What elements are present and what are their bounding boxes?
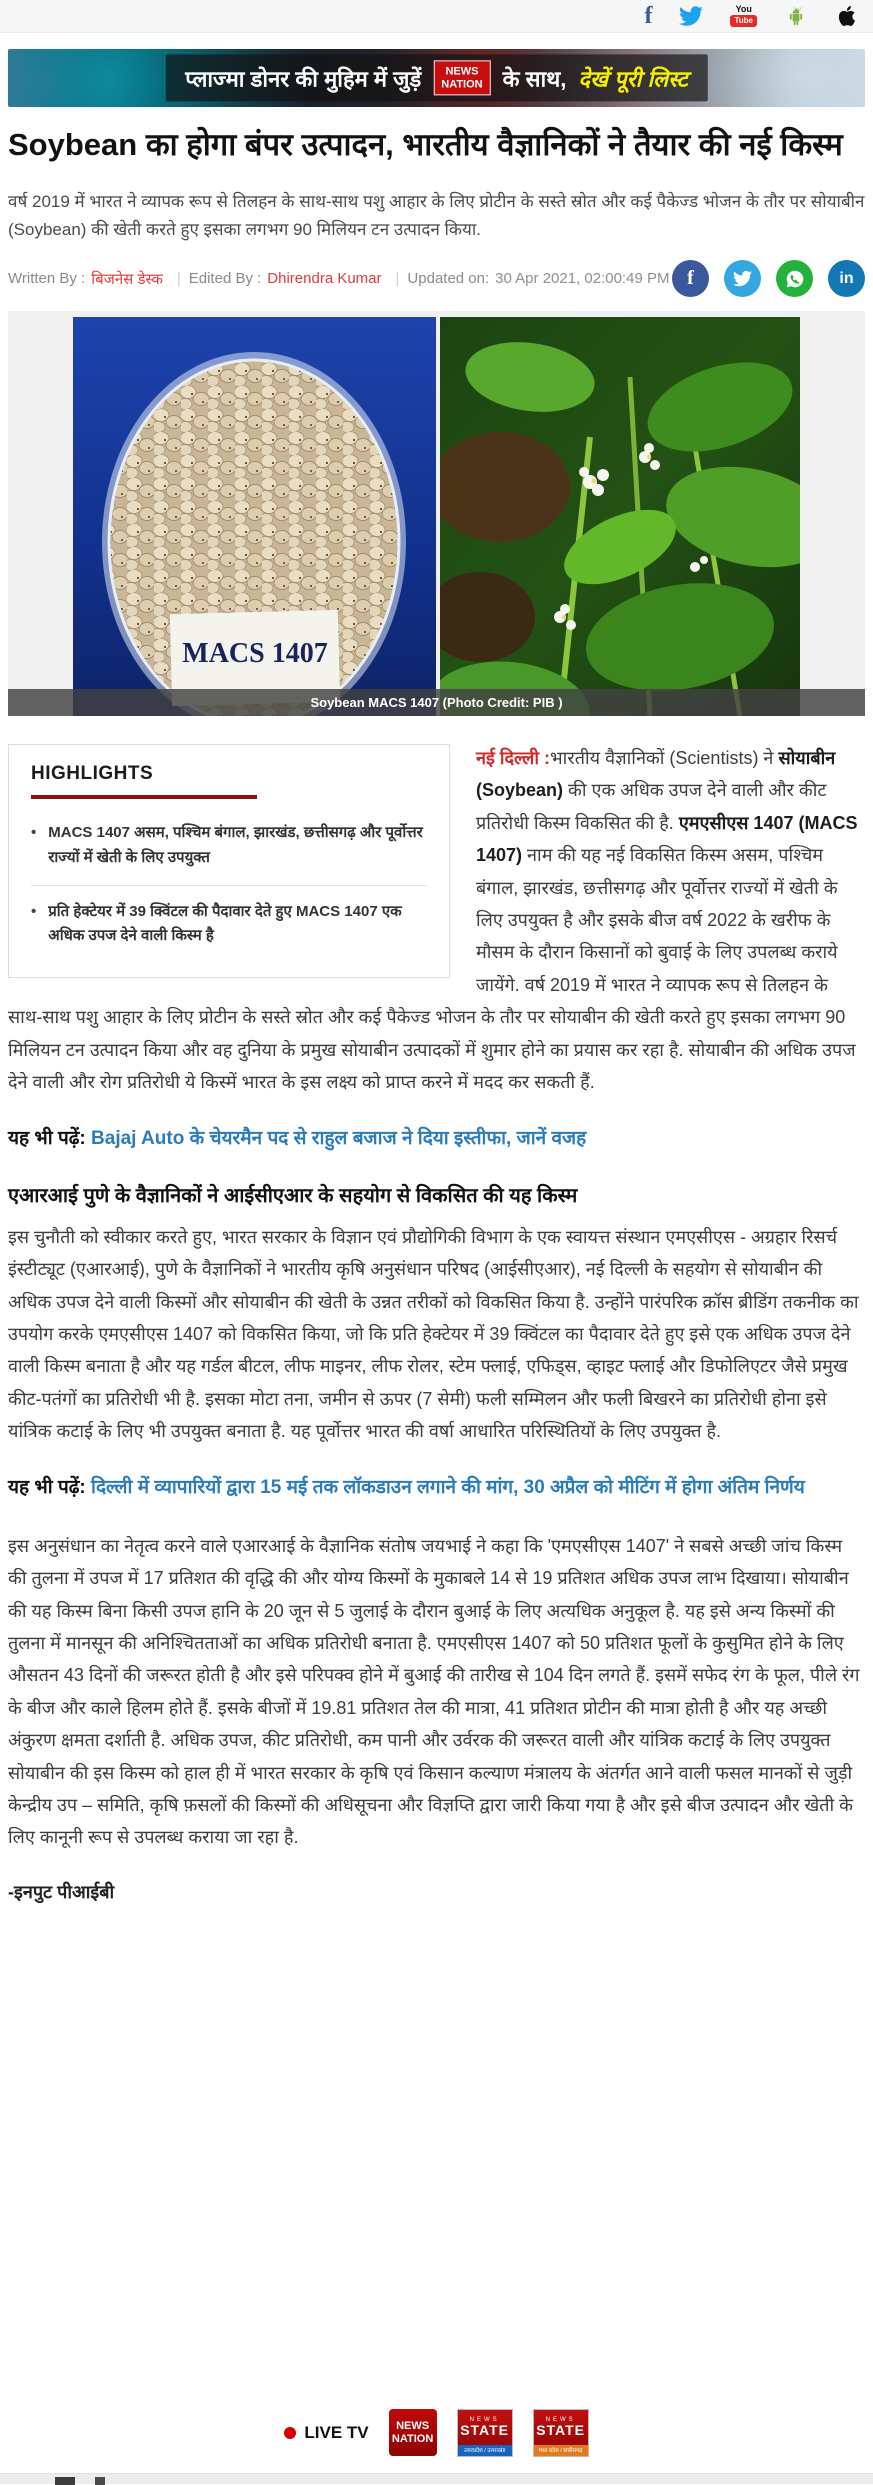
- article-body: [8, 742, 865, 1904]
- editor-link[interactable]: Dhirendra Kumar: [267, 270, 382, 288]
- footer: [0, 2409, 873, 2457]
- byline-divider: |: [176, 270, 181, 288]
- facebook-icon[interactable]: f: [644, 2, 653, 29]
- read-also-1: [8, 1124, 865, 1154]
- bottom-bar: [0, 2473, 873, 2484]
- highlights-list: [31, 819, 427, 963]
- live-dot-icon: [284, 2427, 296, 2439]
- highlight-item: • प्रति हेक्टेयर में 39 क्विंटल की पैदावार देते हुए MACS 1407 एक अधिक उपज देने वाली किस्म है: [31, 885, 427, 964]
- share-twitter-icon[interactable]: [724, 260, 761, 297]
- highlights-title: HIGHLIGHTS: [31, 763, 154, 785]
- news-nation-logo[interactable]: NEWS NATION: [389, 2409, 437, 2456]
- soybean-plant-image: [440, 317, 800, 716]
- image-caption: Soybean MACS 1407 (Photo Credit: PIB ): [8, 689, 865, 716]
- updated-timestamp: 30 Apr 2021, 02:00:49 PM: [495, 270, 670, 288]
- news-nation-badge-icon: NEWS NATION: [433, 60, 490, 95]
- read-also-link[interactable]: दिल्ली में व्यापारियों द्वारा 15 मई तक लॉकडाउन लगाने की मांग, 30 अप्रैल को मीटिंग में होगा अंतिम निर्णय: [91, 1477, 805, 1499]
- read-also-prefix: यह भी पढ़ें:: [8, 1128, 86, 1150]
- read-also-prefix: यह भी पढ़ें:: [8, 1477, 86, 1499]
- paragraph-3: इस अनुसंधान का नेतृत्व करने वाले एआरआई के वैज्ञानिक संतोष जयभाई ने कहा कि 'एमएसीएस 1407' ने सबसे अच्छी जांच किस्म की तुलना में उपज में 17 प्रतिशत की वृद्धि की और योग्य किस्मों के मुकाबले 14 से 19 प्रतिशत अधिक उपज लाभ दिखाया। सोयाबीन की यह किस्म बिना किसी उपज हानि के 20 जून से 5 जुलाई के दौरान बुआई के लिए अत्यधिक अनुकूल है. यह इसे अन्य किस्मों की तुलना में मानसून की अनिश्चितताओं का अधिक प्रतिरोधी बनाता है. एमएसीएस 1407 को 50 प्रतिशत फूलों के कुसुमित होने के लिए औसतन 43 दिनों की जरूरत होती है और इसे परिपक्व होने में बुआई की तारीख से 104 दिन लगते हैं. इसमें सफेद रंग के फूल, पीले रंग के बीज और काले हिलम होते हैं. इसके बीजों में 19.81 प्रतिशत तेल की मात्रा, 41 प्रतिशत प्रोटीन की मात्रा होती है और यह अच्छी अंकुरण क्षमता दर्शाती है. अधिक उपज, कीट प्रतिरोधी, कम पानी और उर्वरक की जरूरत वाली और यांत्रिक कटाई के लिए उपयुक्त सोयाबीन की इस किस्म को हाल ही में भारत सरकार के कृषि एवं किसान कल्याण मंत्रालय के अंतर्गत आने वाली फसल मानकों से जुड़ी केन्द्रीय उप – समिति, कृषि फ़सलों की किस्मों की अधिसूचना और विज्ञप्ति द्वारा जारी किया गया है और इसे बीज उत्पादन और खेती के लिए कानूनी रूप से उपलब्ध कराया जा रहा है.: [8, 1535, 860, 1848]
- bottom-bar-fragment: [55, 2477, 75, 2485]
- android-icon[interactable]: [784, 4, 808, 28]
- subheading: एआरआई पुणे के वैज्ञानिकों ने आईसीएआर के सहयोग से विकसित की यह किस्म: [8, 1184, 578, 1207]
- author-link[interactable]: बिजनेस डेस्क: [91, 270, 163, 288]
- social-icons: [644, 3, 859, 30]
- highlights-rule: [31, 795, 257, 799]
- bullet-icon: •: [31, 902, 37, 920]
- svg-text:MACS 1407: MACS 1407: [182, 638, 328, 670]
- promo-banner[interactable]: [8, 49, 865, 107]
- share-whatsapp-icon[interactable]: [776, 260, 813, 297]
- promo-banner-text: प्लाज्मा डोनर की मुहिम में जुड़ें NEWS NATION के साथ, देखें पूरी लिस्ट: [165, 54, 707, 101]
- paragraph-2: इस चुनौती को स्वीकार करते हुए, भारत सरकार के विज्ञान एवं प्रौद्योगिकी विभाग के एक स्वायत्त संस्थान एमएसीएस - अग्रहार रिसर्च इंस्टीट्यूट (एआरआई), पुणे के वैज्ञानिकों ने भारतीय कृषि अनुसंधान परिषद (आईसीएआर), नई दिल्ली के सहयोग से सोयाबीन की अधिक उपज देने वाली किस्मों और सोयाबीन की खेती के उन्नत तरीकों को विकसित किया है. उन्होंने पारंपरिक क्रॉस ब्रीडिंग तकनीक का उपयोग करके एमएसीएस 1407 को विकसित किया, जो कि प्रति हेक्टेयर में 39 क्विंटल का पैदावार देते हुए इसे एक अधिक उपज देने वाली किस्म बनाता है और यह गर्डल बीटल, लीफ माइनर, लीफ रोलर, स्टेम फ्लाई, एफिड्स, व्हाइट फ्लाई और डिफोलिएटर जैसे प्रमुख कीट-पतंगों का प्रतिरोधी भी है. इसका मोटा तना, जमीन से ऊपर (7 सेमी) फली सम्मिलन और फली बिखरने का प्रतिरोधी होना इसे यांत्रिक कटाई के लिए भी उपयुक्त बनाता है. यह पूर्वोत्तर भारत की वर्षा आधारित परिस्थितियों के लिए उपयुक्त है.: [8, 1226, 859, 1442]
- highlights-box: [8, 744, 450, 978]
- written-by-label: Written By :: [8, 270, 86, 288]
- share-buttons: [672, 260, 865, 297]
- read-also-2: [8, 1473, 865, 1503]
- read-also-link[interactable]: Bajaj Auto के चेयरमैन पद से राहुल बजाज ने दिया इस्तीफा, जानें वजह: [91, 1128, 587, 1150]
- dateline: नई दिल्ली :: [476, 748, 551, 769]
- share-facebook-icon[interactable]: f: [672, 260, 709, 297]
- page-title: Soybean का होगा बंपर उत्पादन, भारतीय वैज्ञानिकों ने तैयार की नई किस्म: [8, 127, 843, 162]
- byline: [8, 260, 865, 297]
- social-topbar: [0, 0, 873, 33]
- article-image: [8, 311, 865, 716]
- paragraph-1: नई दिल्ली :भारतीय वैज्ञानिकों (Scientists) ने सोयाबीन (Soybean) की एक अधिक उपज देने वाली और कीट प्रतिरोधी किस्म विकसित की है. एमएसीएस 1407 (MACS 1407) नाम की यह नई विकसित किस्म असम, पश्चिम बंगाल, झारखंड, छत्तीसगढ़ और पूर्वोत्तर राज्यों में खेती के लिए उपयुक्त है और इसके बीज वर्ष 2022 के खरीफ के मौसम के दौरान किसानों को बुवाई के लिए उपलब्ध कराये जायेंगे. वर्ष 2019 में भारत ने व्यापक रूप से तिलहन के साथ-साथ पशु आहार के लिए प्रोटीन के सस्ते स्रोत और कई पैकेज्ड भोजन के तौर पर सोयाबीन की खेती करते हुए इसका लगभग 90 मिलियन टन उत्पादन किया और वह दुनिया के प्रमुख सोयाबीन उत्पादकों में शुमार होने का प्रयास कर रहा है. सोयाबीन की अधिक उपज देने वाली और रोग प्रतिरोधी ये किस्में भारत के इस लक्ष्य को प्राप्त करने में मदद कर सकती हैं.: [8, 748, 858, 1092]
- soybean-seeds-image: [73, 317, 436, 716]
- bottom-bar-fragment: [95, 2477, 105, 2485]
- edited-by-label: Edited By :: [188, 270, 262, 288]
- news-state-mp-logo[interactable]: NEWS STATE मध्य प्रदेश / छत्तीसगढ़: [533, 2409, 589, 2457]
- spacer: [0, 1904, 873, 2409]
- source-note: -इनपुट पीआईबी: [8, 1881, 115, 1902]
- updated-label: Updated on:: [407, 270, 490, 288]
- article-summary: वर्ष 2019 में भारत ने व्यापक रूप से तिलहन के साथ-साथ पशु आहार के लिए प्रोटीन के सस्ते स्रोत और कई पैकेज्ड भोजन के तौर पर सोयाबीन (Soybean) की खेती करते हुए इसका लगभग 90 मिलियन टन उत्पादन किया.: [8, 191, 865, 239]
- share-linkedin-icon[interactable]: in: [828, 260, 865, 297]
- bullet-icon: •: [31, 824, 37, 842]
- highlight-item: • MACS 1407 असम, पश्चिम बंगाल, झारखंड, छत्तीसगढ़ और पूर्वोत्तर राज्यों में खेती के लिए उपयुक्त: [31, 819, 427, 885]
- apple-icon[interactable]: [835, 4, 859, 28]
- live-tv-button[interactable]: LIVE TV: [284, 2423, 368, 2443]
- news-state-up-logo[interactable]: NEWS STATE उत्तरप्रदेश / उत्तराखंड: [457, 2409, 513, 2457]
- twitter-icon[interactable]: [679, 4, 703, 28]
- byline-divider: |: [395, 270, 400, 288]
- youtube-icon[interactable]: You Tube: [730, 5, 757, 27]
